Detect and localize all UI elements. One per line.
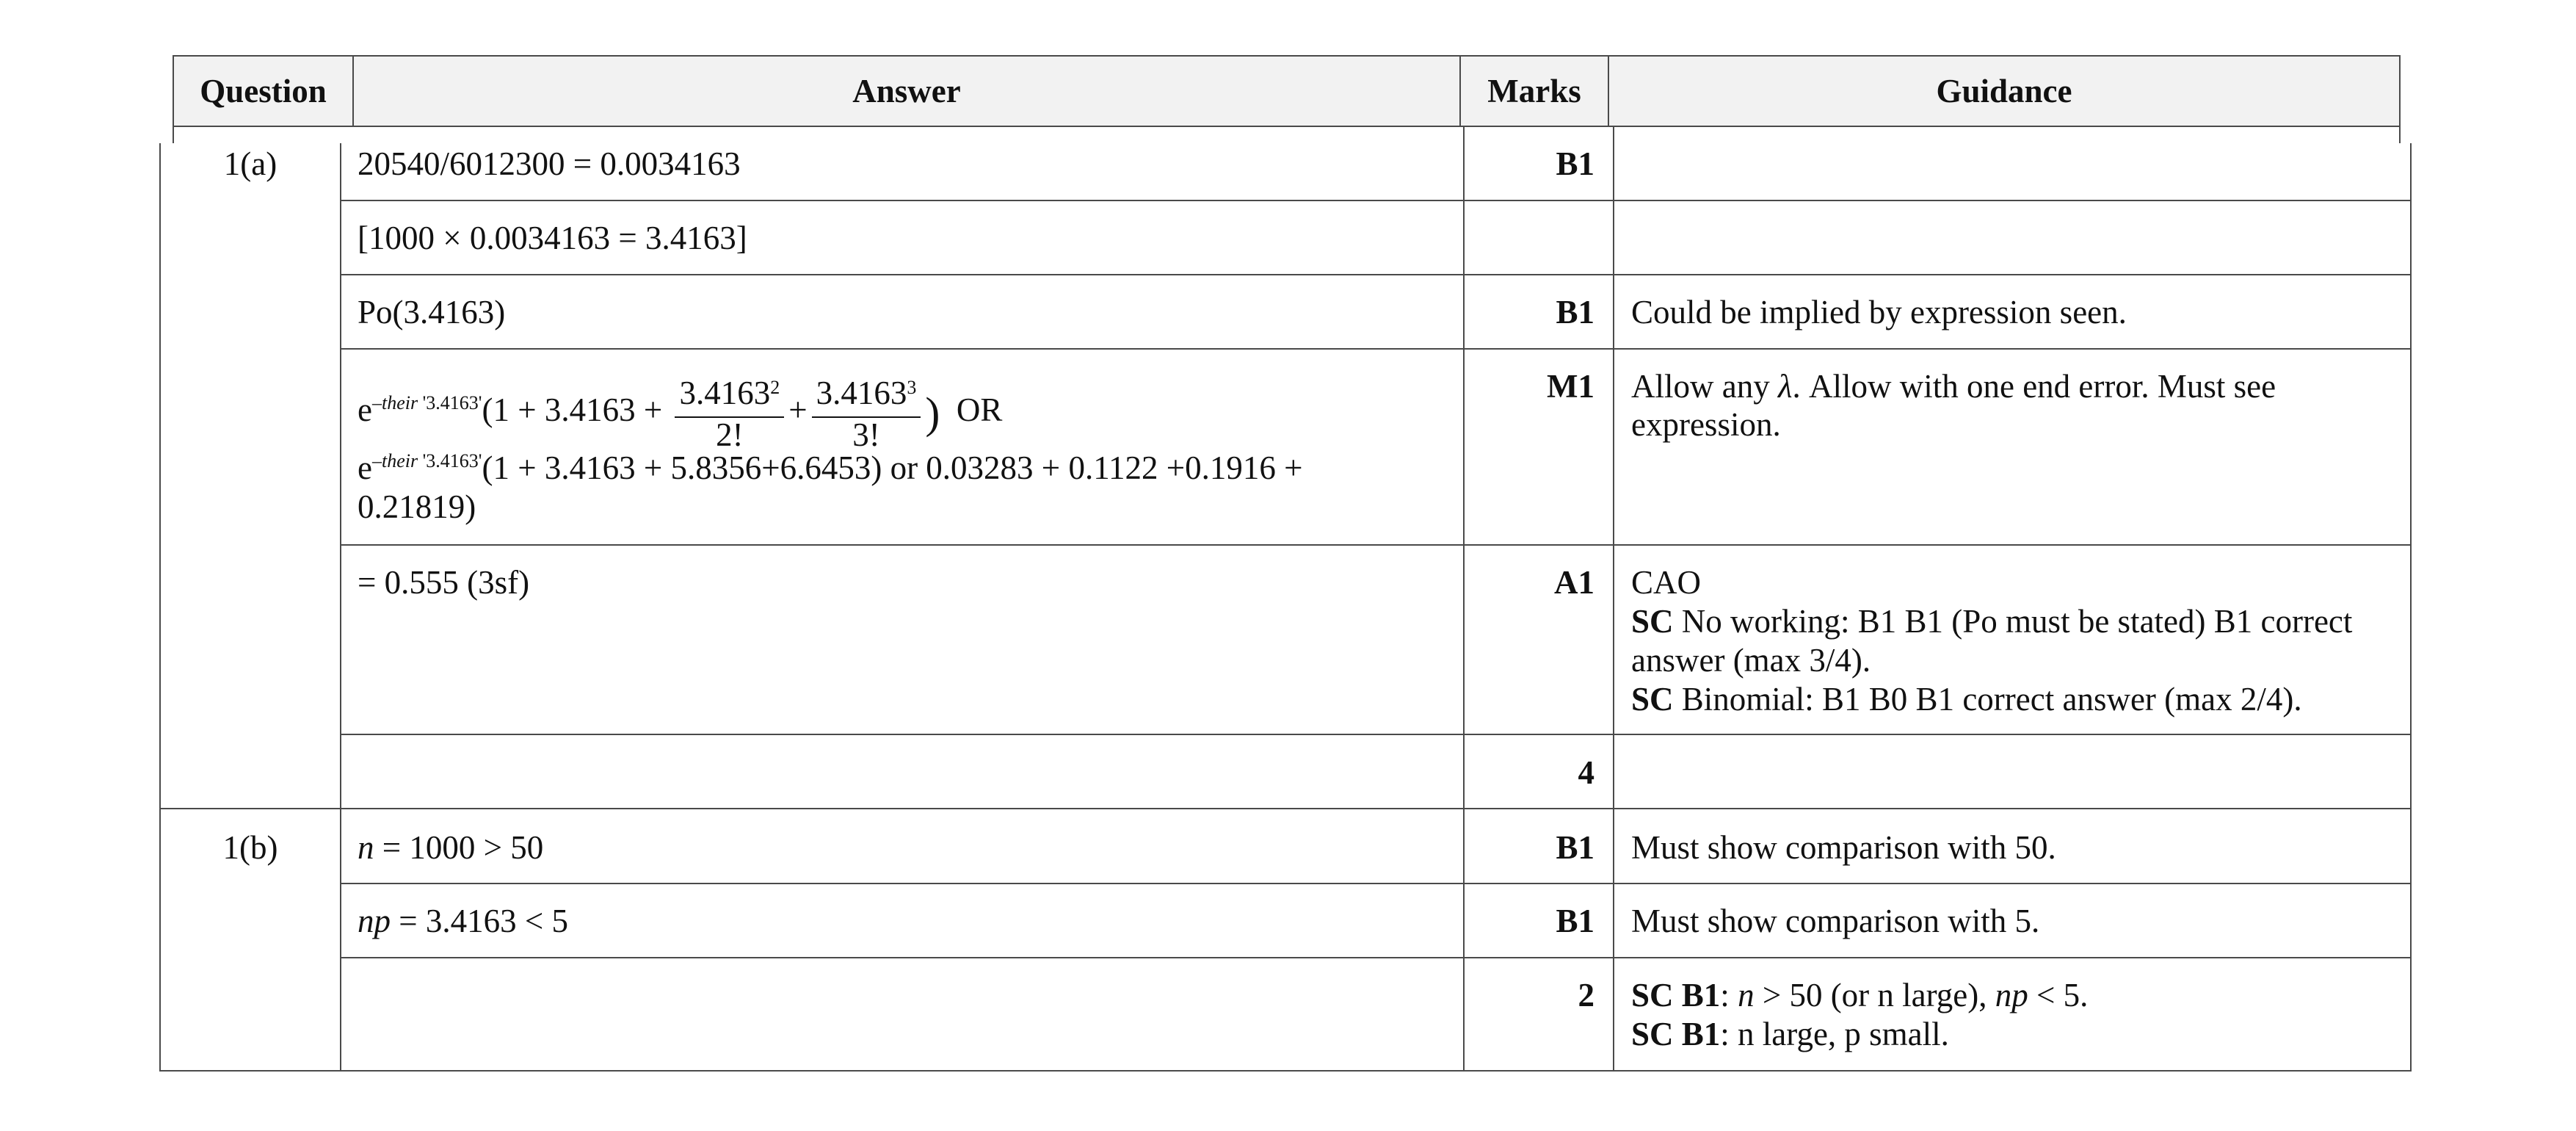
guidance-text: No working: B1 B1 (Po must be stated) B1 correct [1673, 603, 2353, 640]
guidance-cell: CAO [1631, 564, 1702, 601]
answer-cell: Po(3.4163) [358, 294, 506, 330]
fraction-squared [675, 375, 784, 452]
row-divider [340, 200, 2412, 201]
answer-text: = 3.4163 < 5 [391, 903, 569, 939]
exponent-their: –their [371, 391, 418, 413]
mark-cell: M1 [1547, 368, 1594, 405]
answer-cell: 0.21819) [358, 488, 476, 525]
column-divider [340, 143, 341, 1072]
guidance-cell: answer (max 3/4). [1631, 642, 1871, 679]
sc-label: SC B1 [1631, 977, 1721, 1013]
row-divider [340, 274, 2412, 275]
mark-cell: B1 [1556, 903, 1594, 939]
guidance-cell [1631, 367, 2276, 405]
guidance-text: > 50 (or n large), [1754, 977, 1995, 1013]
sc-label: SC [1631, 603, 1674, 640]
header-question: Question [200, 73, 327, 109]
fraction-numerator: 3.4163 [816, 375, 907, 411]
expression-close: ) [925, 389, 940, 438]
exponent-value: '3.4163' [418, 450, 482, 471]
exponent-value: '3.4163' [418, 391, 482, 413]
guidance-text: : [1720, 977, 1738, 1013]
sc-label: SC B1 [1631, 1016, 1721, 1052]
answer-cell: 20540/6012300 = 0.0034163 [358, 145, 741, 182]
exponent-their: –their [371, 450, 418, 471]
column-divider [1613, 127, 1614, 1072]
expression-terms: (1 + 3.4163 + 5.8356+6.6453) or 0.03283 + 0.1122 +0.1916 + [482, 449, 1303, 486]
total-marks: 4 [1578, 754, 1594, 791]
answer-cell: = 0.555 (3sf) [358, 564, 530, 601]
row-divider [340, 348, 2412, 350]
fraction-denominator: 2! [716, 416, 744, 453]
guidance-cell: Could be implied by expression seen. [1631, 294, 2127, 330]
e-symbol: e [358, 391, 372, 428]
header-tick [2399, 126, 2401, 143]
guidance-cell: Must show comparison with 5. [1631, 903, 2040, 939]
guidance-text: < 5. [2028, 977, 2089, 1013]
row-divider [340, 544, 2412, 546]
mark-cell: B1 [1556, 145, 1594, 182]
lambda-symbol: λ [1777, 368, 1793, 405]
question-label: 1(b) [222, 829, 278, 866]
guidance-cell [1631, 976, 2088, 1014]
table-border-bottom [159, 1070, 2412, 1072]
guidance-cell: Must show comparison with 50. [1631, 829, 2056, 866]
fraction-cubed [812, 375, 921, 452]
var-n: n [1738, 977, 1755, 1013]
fraction-numerator: 3.4163 [679, 375, 771, 411]
var-np: np [358, 903, 391, 939]
poisson-expression [358, 375, 1002, 452]
guidance-text: : n large, p small. [1720, 1016, 1949, 1052]
question-label: 1(a) [223, 145, 277, 182]
plus-sign: + [788, 391, 808, 428]
power: 3 [907, 377, 917, 398]
sc-label: SC [1631, 681, 1674, 718]
mark-cell: B1 [1556, 294, 1594, 330]
header-tick [173, 126, 174, 143]
header-marks: Marks [1487, 73, 1581, 109]
answer-cell [358, 828, 543, 867]
mark-cell: B1 [1556, 829, 1594, 866]
row-divider [340, 883, 2412, 884]
var-np: np [1995, 977, 2028, 1013]
question-divider [159, 808, 2412, 809]
total-marks: 2 [1578, 977, 1594, 1013]
row-divider [340, 957, 2412, 958]
fraction-denominator: 3! [852, 416, 880, 453]
answer-cell: [1000 × 0.0034163 = 3.4163] [358, 220, 747, 256]
guidance-cell: expression. [1631, 406, 1781, 443]
expression-open: (1 + 3.4163 + [482, 391, 671, 428]
or-label: OR [956, 391, 1003, 428]
header-answer: Answer [852, 73, 961, 109]
guidance-text: . Allow with one end error. Must see [1792, 368, 2276, 405]
row-divider [340, 734, 2412, 735]
mark-cell: A1 [1554, 564, 1594, 601]
table-border-left [159, 143, 161, 1072]
guidance-cell [1631, 1015, 1949, 1053]
var-n: n [358, 829, 374, 866]
guidance-text: Binomial: B1 B0 B1 correct answer (max 2/4). [1673, 681, 2302, 718]
e-symbol: e [358, 449, 372, 486]
answer-cell [358, 902, 568, 940]
answer-text: = 1000 > 50 [374, 829, 544, 866]
poisson-expression-alt [358, 449, 1303, 492]
power: 2 [770, 377, 780, 398]
guidance-cell [1631, 680, 2302, 718]
header-guidance: Guidance [1936, 73, 2072, 109]
guidance-cell [1631, 602, 2352, 640]
table-border-right [2410, 143, 2412, 1072]
guidance-text: Allow any [1631, 368, 1778, 405]
